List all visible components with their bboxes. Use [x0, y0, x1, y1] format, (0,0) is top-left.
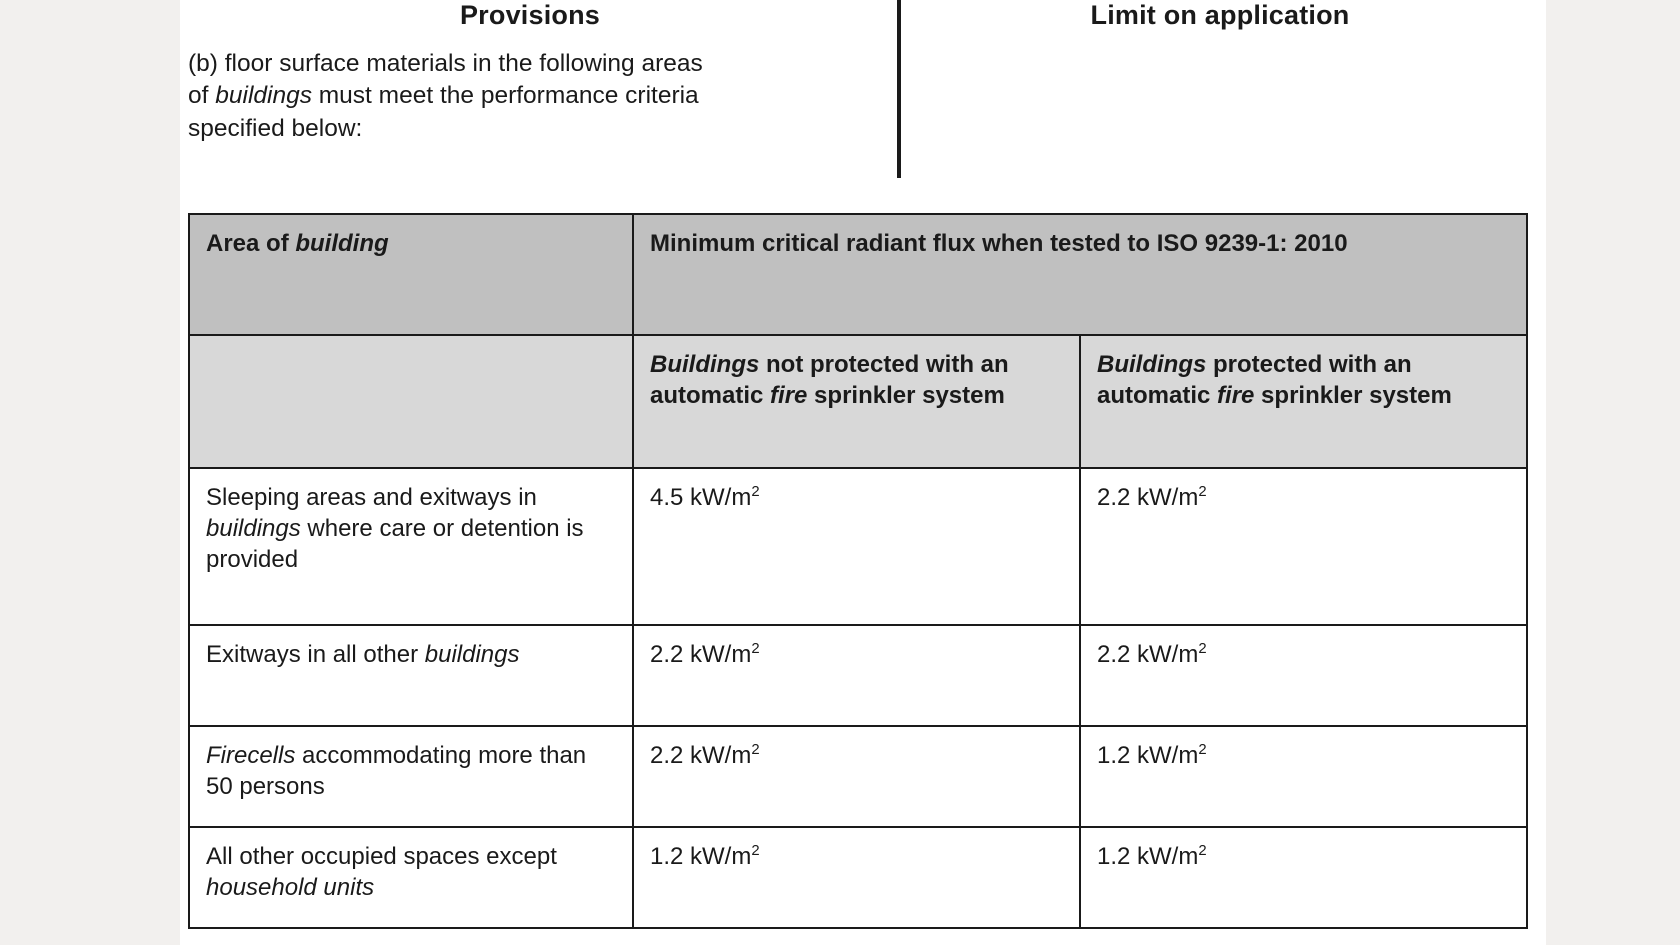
- row-value-not-protected-sup: 2: [751, 484, 760, 500]
- provision-text-part-1: (b) floor surface materials in the following areas of: [188, 50, 703, 110]
- page-left-margin: [0, 0, 180, 945]
- subheader-protected-italic-2: fire: [1217, 382, 1255, 410]
- row-area-label: [189, 625, 633, 726]
- row-area-italic: buildings: [206, 515, 301, 543]
- row-value-not-protected-sup: 2: [751, 742, 760, 758]
- row-value-protected: [1080, 468, 1527, 625]
- provision-paragraph: [188, 48, 708, 145]
- row-value-protected: [1080, 625, 1527, 726]
- row-value-not-protected: [633, 468, 1080, 625]
- row-value-protected-sup: 2: [1198, 484, 1207, 500]
- provisions-heading: Provisions: [459, 0, 601, 30]
- radiant-flux-table-wrapper: [188, 213, 1526, 929]
- header-area-prefix: Area of: [206, 230, 296, 257]
- row-area-text-1: All other occupied spaces except: [206, 843, 557, 870]
- row-value-not-protected: [633, 827, 1080, 928]
- row-area-text-2: accommodating more than 50 persons: [206, 742, 587, 801]
- row-value-protected: [1080, 827, 1527, 928]
- subheader-protected-text-2: sprinkler system: [1254, 382, 1452, 410]
- row-area-label: [189, 468, 633, 625]
- row-value-protected-number: 2.2 kW/m: [1097, 484, 1199, 511]
- row-value-protected-sup: 2: [1198, 742, 1207, 758]
- limit-on-application-heading: Limit on application: [1090, 0, 1350, 30]
- row-area-italic: household units: [206, 874, 375, 902]
- subheader-not-protected-italic-2: fire: [770, 382, 808, 410]
- row-area-italic: Firecells: [206, 742, 296, 769]
- row-value-protected-number: 1.2 kW/m: [1097, 843, 1199, 870]
- page-content: [180, 0, 1546, 945]
- provision-text-italic: buildings: [215, 82, 312, 110]
- subheader-not-protected-text-1: not protected with an automatic: [650, 351, 1009, 410]
- table-row: [189, 726, 1527, 827]
- row-value-not-protected-number: 1.2 kW/m: [650, 843, 752, 870]
- table-subheader-row: [189, 335, 1527, 468]
- row-value-not-protected-number: 2.2 kW/m: [650, 641, 752, 668]
- row-area-italic: buildings: [424, 641, 520, 668]
- row-area-text-2: where care or detention is provided: [206, 515, 584, 574]
- subheader-protected: [1080, 335, 1527, 468]
- row-value-not-protected-number: 2.2 kW/m: [650, 742, 752, 769]
- radiant-flux-table: [188, 213, 1528, 929]
- provision-text-part-2: must meet the performance criteria specified below:: [188, 82, 699, 142]
- column-divider: [897, 0, 901, 178]
- row-value-not-protected: [633, 625, 1080, 726]
- column-headers: [180, 0, 1546, 196]
- row-area-label: [189, 726, 633, 827]
- row-value-protected-sup: 2: [1198, 641, 1207, 657]
- subheader-not-protected: [633, 335, 1080, 468]
- row-value-protected: [1080, 726, 1527, 827]
- row-value-protected-number: 2.2 kW/m: [1097, 641, 1199, 668]
- table-header-row: [189, 214, 1527, 335]
- row-area-text-1: Exitways in all other: [206, 641, 425, 668]
- subheader-not-protected-text-2: sprinkler system: [807, 382, 1005, 410]
- row-value-protected-number: 1.2 kW/m: [1097, 742, 1199, 769]
- row-value-not-protected: [633, 726, 1080, 827]
- row-value-not-protected-sup: 2: [751, 843, 760, 859]
- subheader-not-protected-italic-1: Buildings: [650, 351, 760, 378]
- row-value-protected-sup: 2: [1198, 843, 1207, 859]
- table-row: [189, 468, 1527, 625]
- table-row: [189, 827, 1527, 928]
- row-value-not-protected-number: 4.5 kW/m: [650, 484, 752, 511]
- page-right-margin: [1546, 0, 1680, 945]
- table-row: [189, 625, 1527, 726]
- row-area-label: [189, 827, 633, 928]
- row-area-text-1: Sleeping areas and exitways in: [206, 484, 537, 511]
- header-area-of-building: [189, 214, 633, 335]
- header-area-italic: building: [295, 230, 389, 257]
- subheader-protected-italic-1: Buildings: [1097, 351, 1207, 378]
- header-minimum-critical-radiant-flux: Minimum critical radiant flux when tested to ISO 9239-1: 2010: [633, 214, 1527, 335]
- subheader-blank-cell: [189, 335, 633, 468]
- row-value-not-protected-sup: 2: [751, 641, 760, 657]
- subheader-protected-text-1: protected with an automatic: [1097, 351, 1412, 410]
